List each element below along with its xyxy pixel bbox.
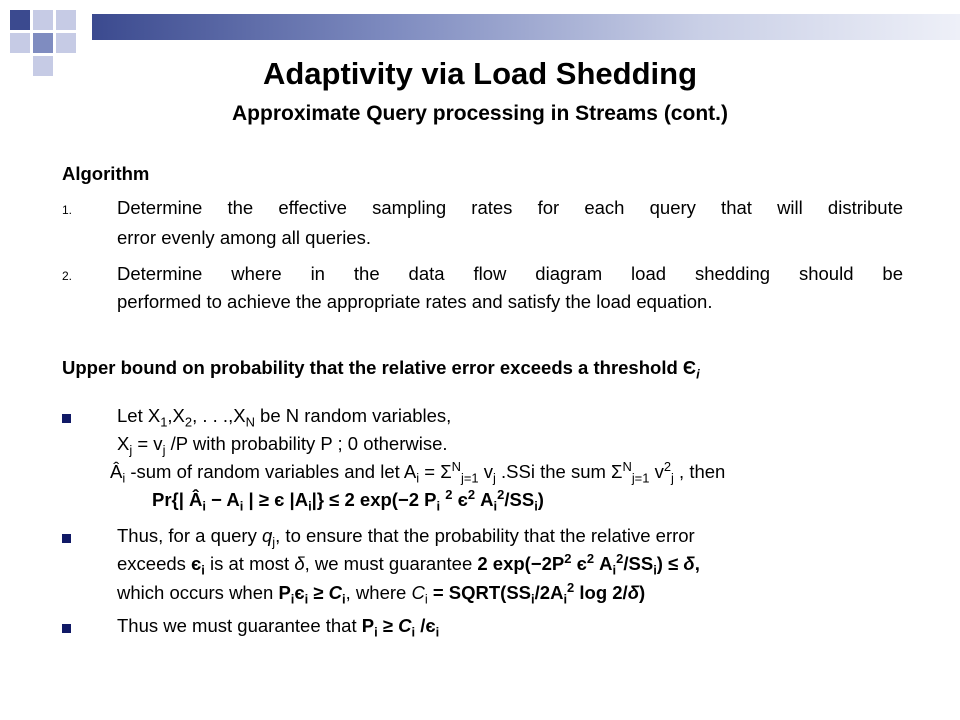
- bullet-2-line-2: exceeds $є_i$ is at most δ, we must guarantee 2 $\exp(-2P^2$ $є^2$ $A_i^2/SS_i) \le \delta$,: [117, 550, 700, 578]
- bullet-2-line-1: Thus, for a query $q_j$, to ensure that the probability that the relative error: [117, 525, 695, 550]
- slide-subtitle: Approximate Query processing in Streams (cont.): [232, 102, 728, 125]
- algorithm-item-1-line-2: error evenly among all queries.: [117, 227, 371, 248]
- deco-square: [33, 10, 53, 30]
- bullet-2-line-3: which occurs when $P_iє_i \ge C_i$, where $C_i$ = $SQRT(SS_i/2A_i^2$ log 2/δ): [117, 579, 646, 607]
- deco-square: [33, 33, 53, 53]
- algorithm-item-1-line-1: Determine the effective sampling rates for each query that will distribute: [117, 197, 903, 218]
- algorithm-item-2-line-2: performed to achieve the appropriate rates and satisfy the load equation.: [117, 291, 713, 312]
- bullet-1-line-2: $X_j = v_j$ /P with probability P ; 0 otherwise.: [117, 433, 448, 458]
- algorithm-item-2-line-1: Determine where in the data flow diagram load shedding should be: [117, 263, 903, 284]
- deco-square: [10, 10, 30, 30]
- bullet-1-line-1: Let $X_1,X_2$, . . $.,X_N$ be N random variables,: [117, 405, 452, 430]
- algorithm-heading: Algorithm: [62, 163, 150, 184]
- bullet-icon: [62, 624, 71, 633]
- probability-formula: Pr{| $Â_i - A_i$ | ≥ є $|A_i|\} \le 2$ exp(−2 $P_i$ $^2$ $є^2$ $A_i^2/SS_i$): [152, 486, 544, 514]
- slide-title: Adaptivity via Load Shedding: [262, 56, 698, 91]
- bullet-3-text: Thus we must guarantee that $P_i \ge C_i$ $/є_i$: [117, 615, 440, 640]
- list-number: 1.: [62, 203, 73, 217]
- deco-square: [56, 10, 76, 30]
- bound-heading: Upper bound on probability that the relative error exceeds a threshold $Є_i$: [62, 357, 700, 382]
- bullet-icon: [62, 534, 71, 543]
- header-bar: [92, 14, 960, 40]
- deco-square: [56, 33, 76, 53]
- bullet-1-line-3: $Â_i$ -sum of random variables and let $A_i = \Sigma^N_{j=1}$ $v_j$ .SSi the sum $\Sigma^N_{j=1}$ $v^2_j$ , then: [110, 458, 726, 486]
- list-number: 2.: [62, 269, 73, 283]
- deco-square: [10, 33, 30, 53]
- bullet-icon: [62, 414, 71, 423]
